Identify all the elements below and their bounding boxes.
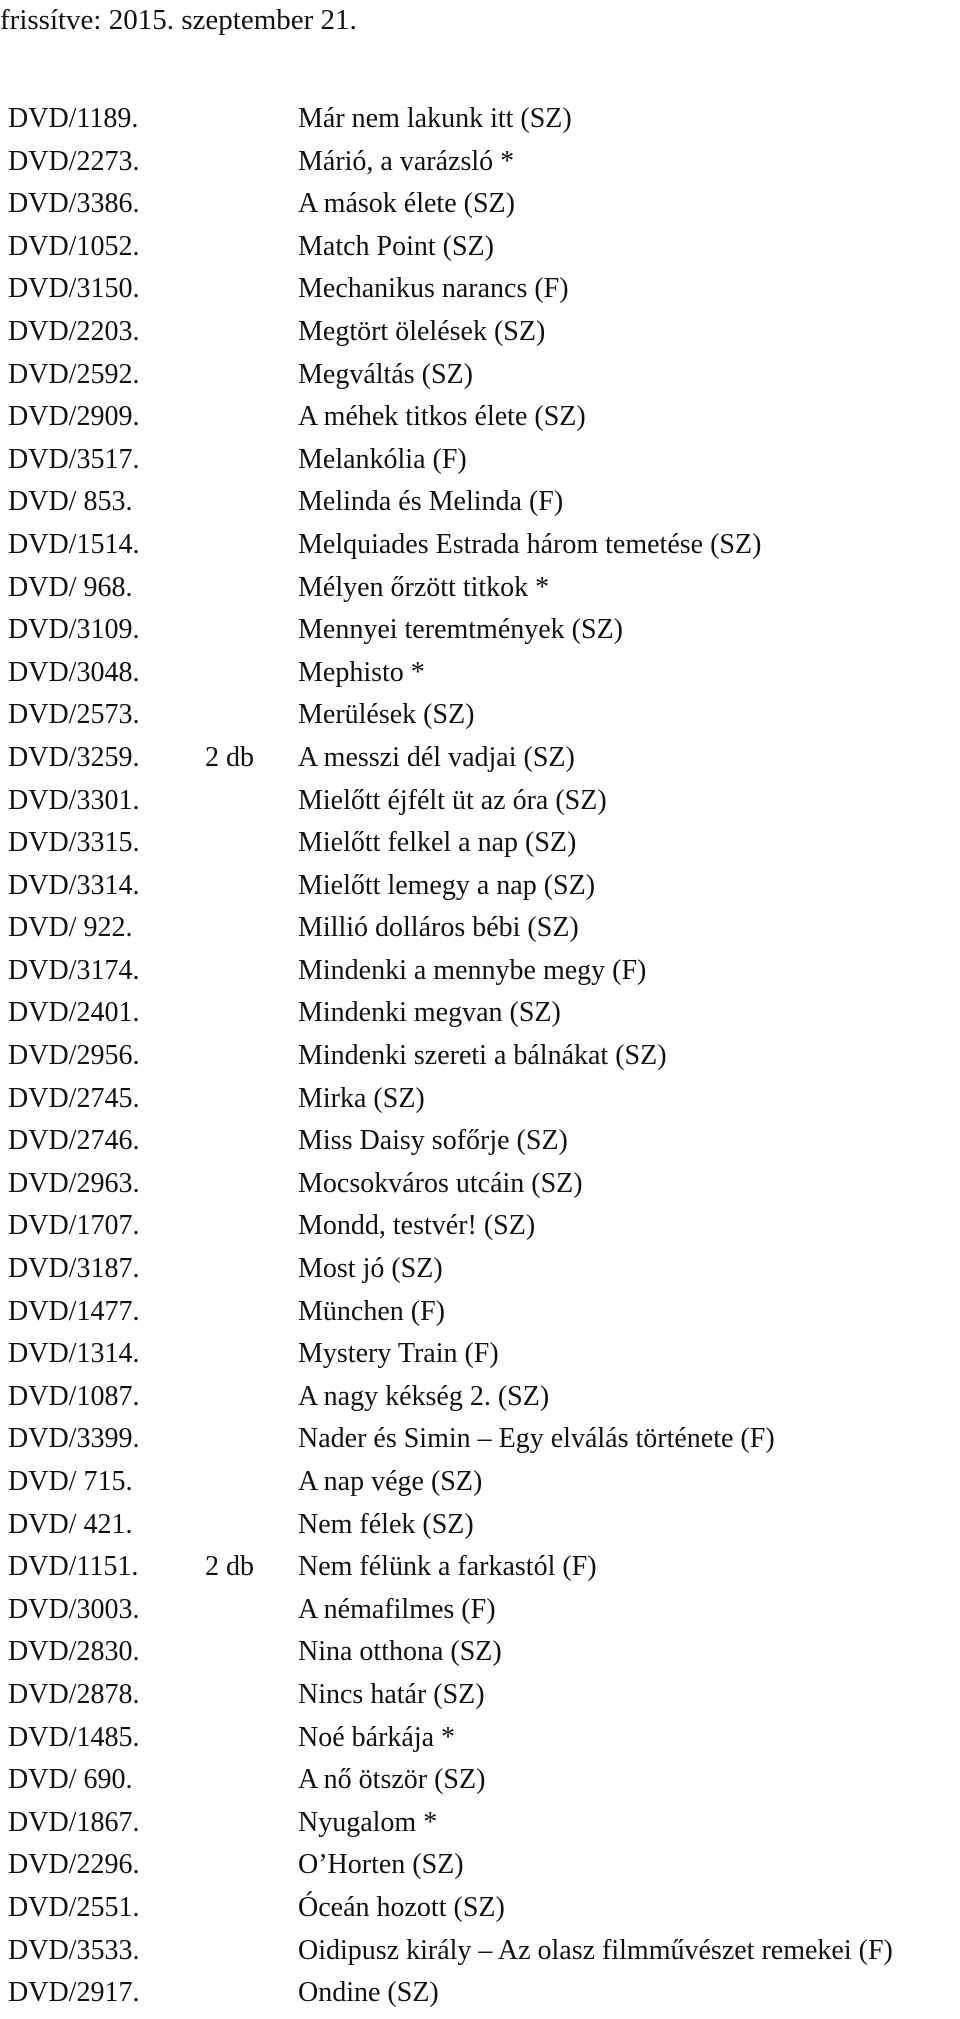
film-title: Mondd, testvér! (SZ) bbox=[298, 1210, 536, 1242]
film-title: Melquiades Estrada három temetése (SZ) bbox=[298, 528, 762, 560]
film-title: Match Point (SZ) bbox=[298, 230, 494, 262]
dvd-code: DVD/3259. bbox=[8, 741, 140, 773]
film-title: A mások élete (SZ) bbox=[298, 188, 515, 220]
catalog-row bbox=[0, 780, 960, 823]
dvd-code: DVD/1087. bbox=[8, 1380, 140, 1412]
catalog-row bbox=[0, 1631, 960, 1674]
dvd-code: DVD/ 421. bbox=[8, 1508, 133, 1540]
dvd-code: DVD/1052. bbox=[8, 230, 140, 262]
dvd-code: DVD/2917. bbox=[8, 1977, 140, 2009]
film-title: Mielőtt felkel a nap (SZ) bbox=[298, 827, 577, 859]
dvd-code: DVD/2203. bbox=[8, 315, 140, 347]
film-title: Mocsokváros utcáin (SZ) bbox=[298, 1167, 583, 1199]
dvd-code: DVD/2401. bbox=[8, 997, 140, 1029]
catalog-row bbox=[0, 1717, 960, 1760]
catalog-row bbox=[0, 737, 960, 780]
dvd-code: DVD/3174. bbox=[8, 954, 140, 986]
catalog-row bbox=[0, 226, 960, 269]
catalog-row bbox=[0, 1291, 960, 1334]
film-title: Óceán hozott (SZ) bbox=[298, 1891, 505, 1923]
dvd-code: DVD/1485. bbox=[8, 1721, 140, 1753]
catalog-row bbox=[0, 98, 960, 141]
dvd-code: DVD/3517. bbox=[8, 443, 140, 475]
catalog-row bbox=[0, 1972, 960, 2015]
dvd-code: DVD/1189. bbox=[8, 103, 139, 134]
film-title: Ondine (SZ) bbox=[298, 1977, 439, 2009]
update-date: frissítve: 2015. szeptember 21. bbox=[0, 4, 357, 36]
film-title: A nagy kékség 2. (SZ) bbox=[298, 1380, 550, 1412]
dvd-code: DVD/1867. bbox=[8, 1806, 140, 1838]
film-title: O’Horten (SZ) bbox=[298, 1849, 464, 1881]
dvd-code: DVD/ 968. bbox=[8, 571, 133, 603]
film-title: Melinda és Melinda (F) bbox=[298, 486, 564, 518]
catalog-row bbox=[0, 481, 960, 524]
dvd-code: DVD/3533. bbox=[8, 1934, 140, 1966]
film-title: Mindenki szereti a bálnákat (SZ) bbox=[298, 1040, 667, 1072]
dvd-code: DVD/2878. bbox=[8, 1678, 140, 1710]
film-title: Mielőtt éjfélt üt az óra (SZ) bbox=[298, 784, 607, 816]
dvd-code: DVD/2573. bbox=[8, 699, 140, 731]
dvd-catalog-list bbox=[0, 98, 960, 2015]
catalog-row bbox=[0, 567, 960, 610]
catalog-row bbox=[0, 1504, 960, 1547]
film-title: Oidipusz király – Az olasz filmművészet remekei (F) bbox=[298, 1934, 893, 1966]
catalog-row bbox=[0, 1844, 960, 1887]
dvd-code: DVD/ 922. bbox=[8, 912, 133, 944]
film-title: Melankólia (F) bbox=[298, 443, 467, 475]
film-title: Mindenki a mennybe megy (F) bbox=[298, 954, 647, 986]
catalog-row bbox=[0, 1930, 960, 1973]
dvd-code: DVD/3003. bbox=[8, 1593, 140, 1625]
copy-count: 2 db bbox=[205, 1551, 254, 1583]
catalog-row bbox=[0, 1802, 960, 1845]
dvd-code: DVD/1707. bbox=[8, 1210, 140, 1242]
catalog-row bbox=[0, 1248, 960, 1291]
film-title: Nincs határ (SZ) bbox=[298, 1678, 485, 1710]
catalog-row bbox=[0, 822, 960, 865]
catalog-row bbox=[0, 268, 960, 311]
film-title: A nő ötször (SZ) bbox=[298, 1764, 486, 1796]
catalog-row bbox=[0, 652, 960, 695]
catalog-row bbox=[0, 524, 960, 567]
catalog-row bbox=[0, 865, 960, 908]
dvd-code: DVD/3386. bbox=[8, 188, 140, 220]
catalog-row bbox=[0, 1035, 960, 1078]
catalog-row bbox=[0, 1887, 960, 1930]
film-title: Mélyen őrzött titkok * bbox=[298, 571, 550, 603]
dvd-code: DVD/3301. bbox=[8, 784, 140, 816]
dvd-code: DVD/ 715. bbox=[8, 1466, 133, 1497]
film-title: Megváltás (SZ) bbox=[298, 358, 473, 390]
catalog-row bbox=[0, 141, 960, 184]
dvd-code: DVD/ 690. bbox=[8, 1764, 133, 1796]
copy-count: 2 db bbox=[205, 741, 254, 773]
film-title: Most jó (SZ) bbox=[298, 1253, 443, 1285]
film-title: Millió dolláros bébi (SZ) bbox=[298, 912, 579, 944]
dvd-code: DVD/3048. bbox=[8, 656, 140, 688]
film-title: A némafilmes (F) bbox=[298, 1593, 496, 1625]
dvd-code: DVD/ 853. bbox=[8, 486, 133, 518]
film-title: Mechanikus narancs (F) bbox=[298, 273, 569, 305]
film-title: Merülések (SZ) bbox=[298, 699, 475, 731]
film-title: Nina otthona (SZ) bbox=[298, 1636, 502, 1668]
dvd-code: DVD/3150. bbox=[8, 273, 140, 305]
catalog-row bbox=[0, 950, 960, 993]
dvd-code: DVD/2296. bbox=[8, 1849, 140, 1881]
catalog-row bbox=[0, 1461, 960, 1504]
film-title: A messzi dél vadjai (SZ) bbox=[298, 741, 575, 773]
catalog-row bbox=[0, 439, 960, 482]
film-title: Mindenki megvan (SZ) bbox=[298, 997, 561, 1029]
film-title: Mielőtt lemegy a nap (SZ) bbox=[298, 869, 596, 901]
catalog-row bbox=[0, 1418, 960, 1461]
film-title: Nem félek (SZ) bbox=[298, 1508, 474, 1540]
catalog-row bbox=[0, 1759, 960, 1802]
dvd-code: DVD/2963. bbox=[8, 1167, 140, 1199]
catalog-row bbox=[0, 1589, 960, 1632]
film-title: A nap vége (SZ) bbox=[298, 1466, 483, 1497]
catalog-row bbox=[0, 1163, 960, 1206]
dvd-code: DVD/2909. bbox=[8, 401, 140, 433]
film-title: A méhek titkos élete (SZ) bbox=[298, 401, 586, 433]
dvd-code: DVD/2592. bbox=[8, 358, 140, 390]
film-title: Mirka (SZ) bbox=[298, 1082, 425, 1114]
dvd-code: DVD/2746. bbox=[8, 1125, 140, 1157]
film-title: Nader és Simin – Egy elválás története (F) bbox=[298, 1423, 775, 1455]
catalog-row bbox=[0, 1120, 960, 1163]
film-title: Nyugalom * bbox=[298, 1806, 438, 1838]
dvd-code: DVD/1314. bbox=[8, 1338, 140, 1370]
dvd-code: DVD/1151. bbox=[8, 1551, 139, 1583]
dvd-code: DVD/1477. bbox=[8, 1295, 140, 1327]
film-title: Nem félünk a farkastól (F) bbox=[298, 1551, 597, 1583]
film-title: München (F) bbox=[298, 1295, 445, 1327]
catalog-row bbox=[0, 1205, 960, 1248]
dvd-code: DVD/2830. bbox=[8, 1636, 140, 1668]
film-title: Mephisto * bbox=[298, 656, 425, 688]
film-title: Megtört ölelések (SZ) bbox=[298, 315, 546, 347]
catalog-row bbox=[0, 1674, 960, 1717]
dvd-code: DVD/3314. bbox=[8, 869, 140, 901]
catalog-row bbox=[0, 183, 960, 226]
film-title: Mystery Train (F) bbox=[298, 1338, 499, 1370]
film-title: Márió, a varázsló * bbox=[298, 145, 515, 177]
dvd-code: DVD/3315. bbox=[8, 827, 140, 859]
catalog-row bbox=[0, 992, 960, 1035]
catalog-row bbox=[0, 609, 960, 652]
film-title: Mennyei teremtmények (SZ) bbox=[298, 614, 624, 646]
dvd-code: DVD/2745. bbox=[8, 1082, 140, 1114]
dvd-code: DVD/1514. bbox=[8, 528, 140, 560]
catalog-row bbox=[0, 1546, 960, 1589]
catalog-row bbox=[0, 311, 960, 354]
catalog-row bbox=[0, 694, 960, 737]
dvd-code: DVD/3109. bbox=[8, 614, 140, 646]
film-title: Már nem lakunk itt (SZ) bbox=[298, 103, 572, 134]
dvd-code: DVD/3187. bbox=[8, 1253, 140, 1285]
dvd-code: DVD/2273. bbox=[8, 145, 140, 177]
catalog-row bbox=[0, 354, 960, 397]
dvd-code: DVD/2551. bbox=[8, 1891, 140, 1923]
catalog-row bbox=[0, 1078, 960, 1121]
dvd-code: DVD/2956. bbox=[8, 1040, 140, 1072]
catalog-row bbox=[0, 907, 960, 950]
dvd-code: DVD/3399. bbox=[8, 1423, 140, 1455]
catalog-row bbox=[0, 1333, 960, 1376]
film-title: Miss Daisy sofőrje (SZ) bbox=[298, 1125, 568, 1157]
catalog-row bbox=[0, 396, 960, 439]
film-title: Noé bárkája * bbox=[298, 1721, 456, 1753]
catalog-row bbox=[0, 1376, 960, 1419]
